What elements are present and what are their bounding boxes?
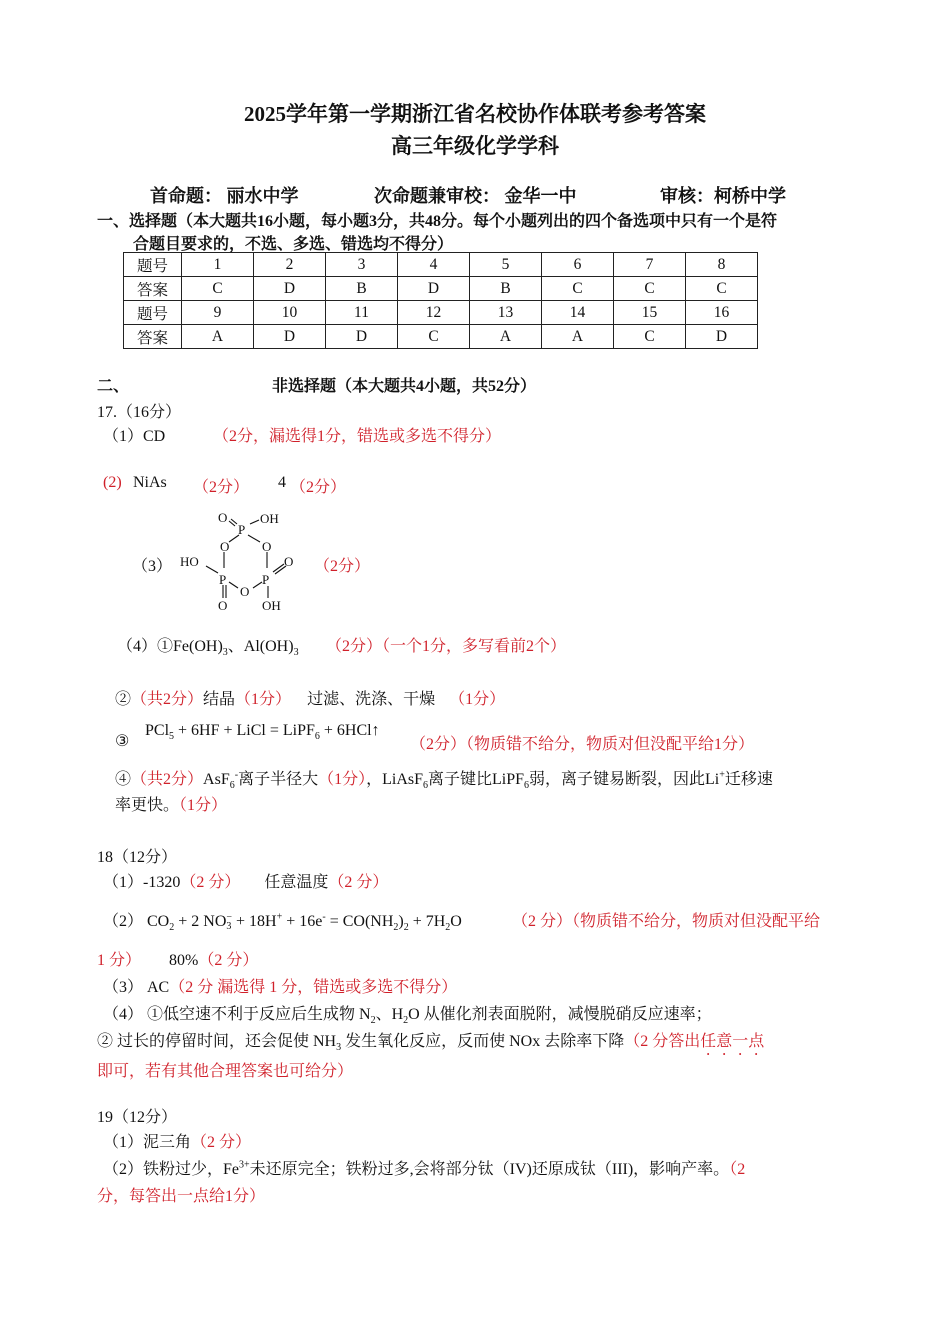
table-cell: C [686,277,758,301]
table-cell: 7 [614,253,686,277]
q17-p4-3-circ: ③ [115,733,130,750]
table-cell: 1 [182,253,254,277]
table-cell: D [254,277,326,301]
first-setter: 首命题： 丽水中学 [150,186,299,206]
q17-p2-score-b: （2分） [290,479,347,496]
table-row [124,253,758,277]
table-row [124,277,758,301]
table-cell: A [182,325,254,349]
table-cell: C [182,277,254,301]
table-cell: 16 [686,301,758,325]
table-cell: 3 [326,253,398,277]
q19-p2: （2）铁粉过少，$Fe^{3+}$未还原完全；铁粉过多,会将部分钛（IV)还原成钛（III)，影响产率。（2 [103,1159,746,1178]
q17-p2-answer-a: NiAs [133,474,167,491]
section2-num: 二、 [97,378,130,395]
struct-o: O [220,539,230,554]
table-row-header: 答案 [124,277,182,301]
table-cell: 12 [398,301,470,325]
table-cell: C [614,277,686,301]
struct-o: O [218,598,228,613]
answer-table [123,252,758,349]
table-cell: 5 [470,253,542,277]
q18-p2-cont: 1 分） 80%（2 分） [97,952,259,969]
struct-o: O [262,539,272,554]
second-setter: 次命题兼审校： 金华一中 [374,186,577,206]
q17-p2-answer-b: 4 [278,474,286,491]
q18-p5-cont: 即可，若有其他合理答案也可给分） [97,1063,354,1080]
q18-heading: 18（12分） [97,849,178,866]
section2-heading: 非选择题（本大题共4小题，共52分） [272,378,537,395]
q17-p3-label: （3） [132,558,173,575]
table-cell: 9 [182,301,254,325]
table-cell: 8 [686,253,758,277]
q17-p4-1: $(4)①Fe(OH)_3$、$Al(OH)_3$ [117,638,299,659]
table-cell: D [398,277,470,301]
table-cell: A [470,325,542,349]
page-title: 2025学年第一学期浙江省名校协作体联考参考答案 [244,102,706,126]
table-row-header: 题号 [124,301,182,325]
q17-p3-score: （2分） [314,558,371,575]
table-cell: C [614,325,686,349]
q17-p4-4-cont: 率更快。（1分） [115,797,228,814]
q19-heading: 19（12分） [97,1109,178,1126]
q18-p2: （2） $CO_2 + 2$ NO − 3 + $18H^+ + 16e^- = CO(NH_2)_2 + 7H_2O$ [103,911,462,934]
page-subtitle: 高三年级化学学科 [391,134,559,158]
q18-p3: （3） AC（2 分 漏选得 1 分，错选或多选不得分） [103,979,458,996]
table-cell: 2 [254,253,326,277]
q18-p1: （1）-1320（2 分） 任意温度（2 分） [103,874,389,891]
q17-p4-1-score: （2分）（一个1分，多写看前2个） [326,638,567,655]
q17-p1-score: （2分，漏选得1分，错选或多选不得分） [213,428,502,445]
q19-p2-cont: 分，每答出一点给1分） [97,1188,266,1205]
struct-oh: OH [260,511,279,526]
table-row [124,301,758,325]
table-cell: 11 [326,301,398,325]
table-cell: D [254,325,326,349]
table-cell: B [326,277,398,301]
struct-p: P [238,522,246,537]
q17-p4-3-score: （2分）（物质错不给分，物质对但没配平给1分） [410,736,755,753]
q18-p2-score: （2 分）（物质错不给分，物质对但没配平给 [512,913,821,930]
q17-p4-4: ④（共2分）AsF$_6$-离子半径大（1分），LiAsF$_6$离子键比LiPF$_6$弱，离子键易断裂，因此Li+迁移速 [115,769,773,792]
table-cell: 10 [254,301,326,325]
struct-o: O [218,510,228,525]
table-cell: D [686,325,758,349]
table-cell: 6 [542,253,614,277]
q19-p1: （1）泥三角（2 分） [103,1134,252,1151]
struct-o: O [284,554,294,569]
q17-p2-num: (2) [103,474,122,491]
q17-p2-score-a: （2分） [193,479,250,496]
section1-heading-cont: 合题目要求的，不选、多选、错选均不得分） [133,236,454,253]
table-cell: C [542,277,614,301]
table-cell: 13 [470,301,542,325]
struct-p: P [219,572,227,587]
q17-p1-answer: （1）CD [103,428,166,445]
struct-p: P [262,572,270,587]
table-cell: 15 [614,301,686,325]
struct-o: O [240,584,250,599]
table-cell: 4 [398,253,470,277]
section1-heading: 一、选择题（本大题共16小题，每小题3分，共48分。每个小题列出的四个备选项中只有一个是符 [97,213,778,230]
q18-p4: （4） ①低空速不利于反应后生成物 $N_2$、$H_2O$ 从催化剂表面脱附，减慢脱硝反应速率； [103,1006,712,1027]
table-cell: C [398,325,470,349]
q17-p4-2: ②（共2分）结晶（1分） 过滤、洗涤、干燥 （1分） [115,691,506,708]
table-cell: A [542,325,614,349]
table-row [124,325,758,349]
table-cell: B [470,277,542,301]
table-cell: 14 [542,301,614,325]
table-row-header: 题号 [124,253,182,277]
q18-p5: ② 过长的停留时间，还会促使 $NH_3$ 发生氧化反应，反而使 NOx 去除率下降（2 分答出任意一点 [97,1033,765,1054]
table-row-header: 答案 [124,325,182,349]
q17-p4-3-equation: PCl$_5$ + 6HF + LiCl = LiPF$_6$ + 6HCl↑ [145,722,380,743]
table-cell: D [326,325,398,349]
auditor: 审核：柯桥中学 [660,186,786,206]
struct-oh: OH [262,598,281,613]
struct-ho: HO [180,554,199,569]
trimetaphosphoric-acid-structure [176,506,316,614]
q17-heading: 17.（16分） [97,404,182,421]
